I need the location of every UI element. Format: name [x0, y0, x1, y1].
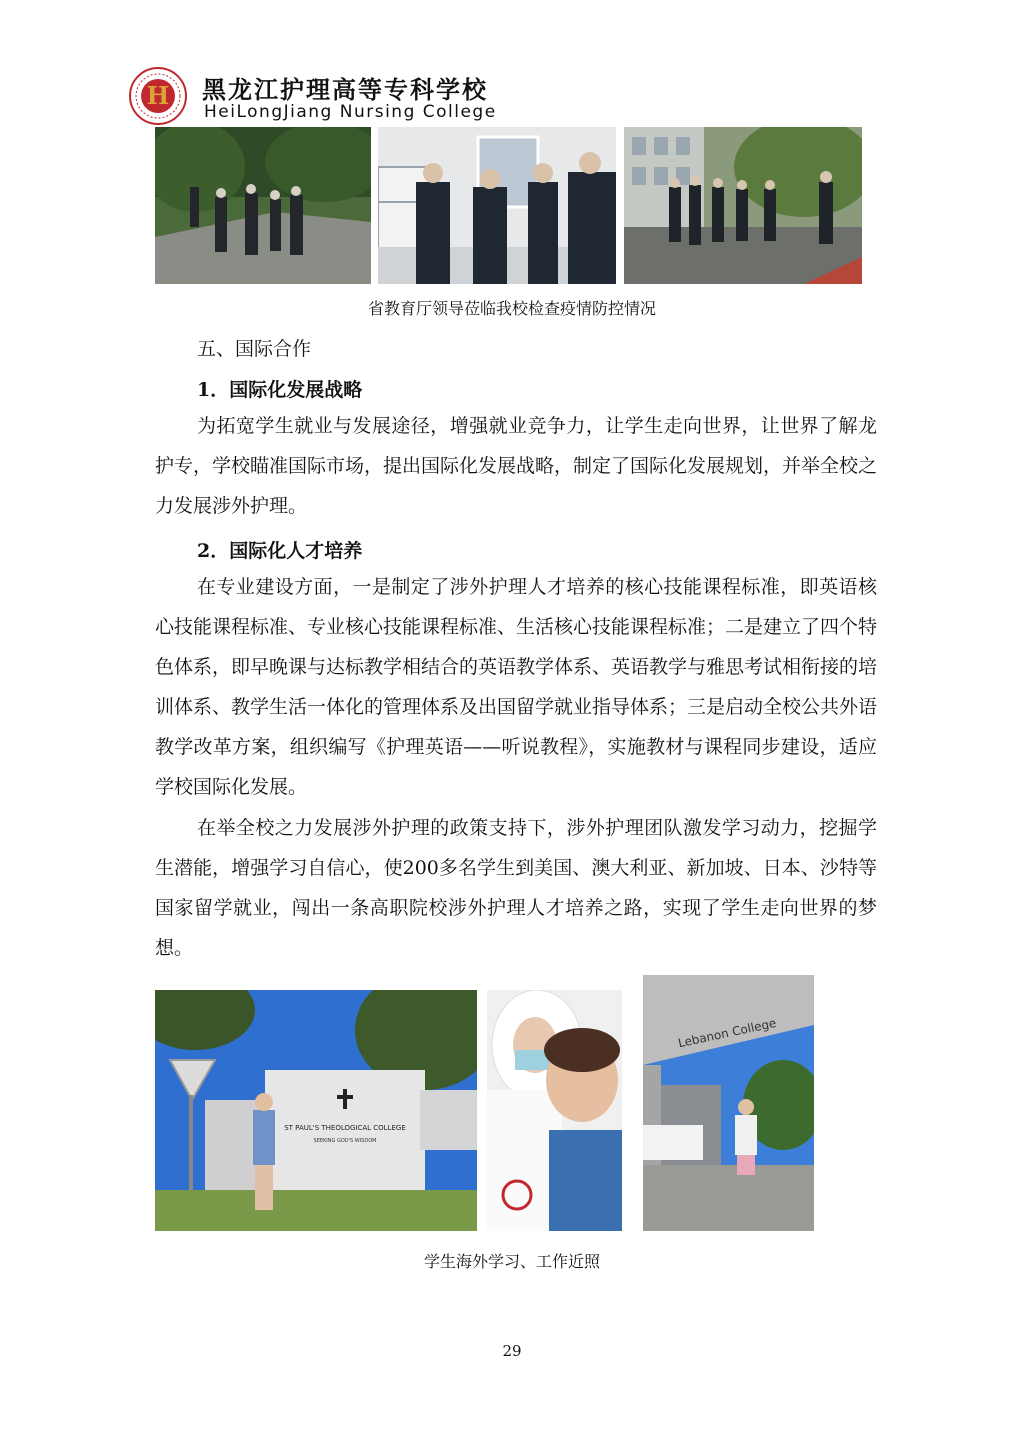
photo-inspection-dormitory	[378, 127, 616, 284]
figure2-caption: 学生海外学习、工作近照	[423, 1252, 600, 1271]
paragraph-talent: 在专业建设方面，一是制定了涉外护理人才培养的核心技能课程标准，即英语核心技能课程标准、专业核心技能课程标准、生活核心技能课程标准；二是建立了四个特色体系，即早晚课与达标教学相结合的英语教学体系、英语教学与雅思考试相衔接的培训体系、教学生活一体化的管理体系及出国留学就业指导体系；三是启动全校公共外语教学改革方案，组织编写《护理英语——听说教程》，实施教材与课程同步建设，适应学校国际化发展。	[155, 576, 878, 798]
svg-text:SEEKING GOD'S WISDOM: SEEKING GOD'S WISDOM	[313, 1138, 377, 1144]
school-logo	[128, 66, 188, 126]
photo-student-college-gate	[643, 975, 814, 1231]
school-name-en: HeiLongJiang Nursing College	[204, 102, 497, 122]
svg-text:ST PAUL'S THEOLOGICAL COLLEGE: ST PAUL'S THEOLOGICAL COLLEGE	[284, 1124, 406, 1132]
subheading-talent: 2．国际化人才培养	[197, 540, 363, 562]
photo-student-with-child	[487, 990, 622, 1231]
paragraph-achievement: 在举全校之力发展涉外护理的政策支持下，涉外护理团队激发学习动力，挖掘学生潜能，增强学习自信心，使200多名学生到美国、澳大利亚、新加坡、日本、沙特等国家留学就业，闯出一条高职院校涉外护理人才培养之路，实现了学生走向世界的梦想。	[155, 817, 877, 959]
photo-inspection-campus	[624, 127, 862, 284]
svg-text:H: H	[146, 81, 170, 110]
subheading-strategy: 1．国际化发展战略	[197, 379, 363, 401]
section-heading: 五、国际合作	[197, 338, 312, 360]
photo-inspection-road	[155, 127, 371, 284]
photo-student-theological-college	[155, 990, 477, 1231]
school-name-cn: 黑龙江护理高等专科学校	[202, 75, 488, 104]
svg-text:Lebanon College: Lebanon College	[676, 1015, 778, 1051]
paragraph-strategy: 为拓宽学生就业与发展途径，增强就业竞争力，让学生走向世界，让世界了解龙护专，学校瞄准国际市场，提出国际化发展战略，制定了国际化发展规划，并举全校之力发展涉外护理。	[155, 415, 878, 517]
page-number: 29	[502, 1342, 522, 1360]
figure1-caption: 省教育厅领导莅临我校检查疫情防控情况	[367, 299, 656, 318]
page-header	[128, 66, 528, 128]
